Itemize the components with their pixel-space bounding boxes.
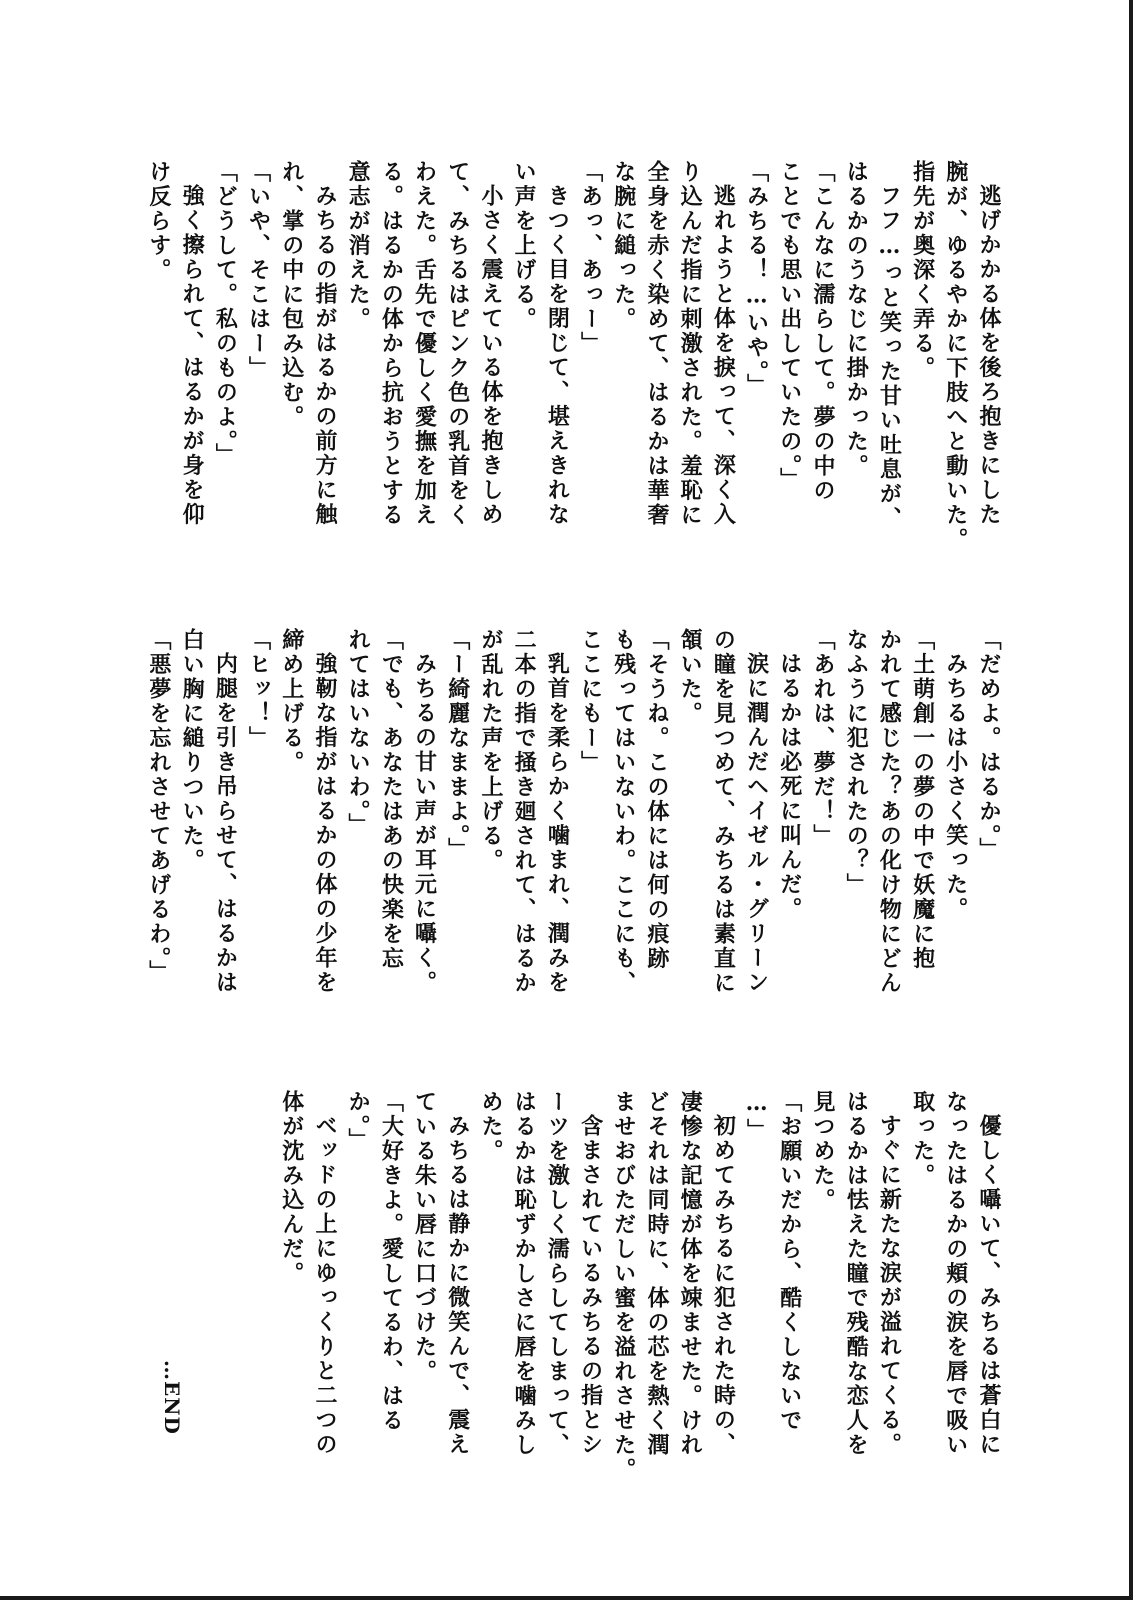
text-line: 「みちる！…いや。」 <box>743 160 770 398</box>
text-line: なったはるかの頬の涙を唇で吸い <box>942 1090 969 1458</box>
text-line: な腕に縋った。 <box>610 160 637 332</box>
text-line: 涙に潤んだヘイゼル・グリーン <box>743 652 770 995</box>
text-line: きつく目を閉じて、堪えきれな <box>544 184 571 527</box>
text-line: わえた。舌先で優しく愛撫を加え <box>411 160 438 528</box>
text-line: フフ…っと笑った甘い吐息が、 <box>876 184 903 531</box>
text-line: 白い胸に縋りついた。 <box>179 628 206 873</box>
text-line: みちるの甘い声が耳元に囁く。 <box>411 652 438 995</box>
text-line: 「悪夢を忘れさせてあげるわ。」 <box>145 628 172 985</box>
text-line: も残ってはいないわ。ここにも、 <box>610 628 637 996</box>
text-line: すぐに新たな涙が溢れてくる。 <box>876 1114 903 1457</box>
text-line: ている朱い唇に口づけた。 <box>411 1090 438 1384</box>
text-block-middle <box>137 628 1005 1040</box>
text-line: 腕が、ゆるやかに下肢へと動いた。 <box>942 160 969 552</box>
text-line: 「ヒッ！」 <box>245 628 272 751</box>
text-line: 強く擦られて、はるかが身を仰 <box>179 184 206 527</box>
text-line: 見つめた。 <box>809 1090 836 1213</box>
end-mark: …END <box>160 1360 184 1435</box>
text-line: て、みちるはピンク色の乳首をく <box>444 160 471 528</box>
text-line: る。はるかの体から抗おうとする <box>378 160 405 528</box>
text-line: 乳首を柔らかく噛まれ、潤みを <box>544 652 571 995</box>
text-line: 「ー綺麗なままよ。」 <box>444 628 471 862</box>
text-line: 初めてみちるに犯された時の、 <box>710 1114 737 1457</box>
text-line: 取った。 <box>909 1090 936 1188</box>
text-line: か。」 <box>345 1090 372 1153</box>
text-line: 「あっ、あっー」 <box>577 160 604 356</box>
text-line: どそれは同時に、体の芯を熱く潤 <box>643 1090 670 1458</box>
text-line: 全身を赤く染めて、はるかは華奢 <box>643 160 670 528</box>
text-line: 締め上げる。 <box>278 628 305 775</box>
text-line: ーツを激しく濡らしてしまって、 <box>544 1090 571 1458</box>
text-line: 指先が奥深く弄る。 <box>909 160 936 381</box>
text-line: ベッドの上にゆっくりと二つの <box>311 1114 338 1457</box>
text-line: 「だめよ。はるか。」 <box>976 628 1002 862</box>
text-line: 逃げかかる体を後ろ抱きにした <box>976 184 1002 527</box>
text-block-top <box>125 160 1005 580</box>
text-line: 「土萌創一の夢の中で妖魔に抱 <box>909 628 936 971</box>
text-line: れ、掌の中に包み込む。 <box>278 160 305 430</box>
text-line: 含まされているみちるの指とシ <box>577 1114 604 1457</box>
text-line: 「でも、あなたはあの快楽を忘 <box>378 628 405 971</box>
text-line: 意志が消えた。 <box>345 160 372 332</box>
text-line: ことでも思い出していたの。」 <box>776 160 803 492</box>
text-line: い声を上げる。 <box>511 160 538 332</box>
text-line: 逃れようと体を捩って、深く入 <box>710 184 737 527</box>
text-line: かれて感じた？あの化け物にどん <box>876 628 903 996</box>
text-line: 「こんなに濡らして。夢の中の <box>809 160 836 503</box>
text-line: みちるは静かに微笑んで、震え <box>444 1114 471 1457</box>
text-line: れてはいないわ。」 <box>345 628 372 838</box>
text-line: 内腿を引き吊らせて、はるかは <box>212 652 239 995</box>
text-line: 「お願いだから、酷くしないで <box>776 1090 803 1433</box>
text-line: 強靭な指がはるかの体の少年を <box>311 652 338 995</box>
text-line: け反らす。 <box>145 160 172 283</box>
text-line: めた。 <box>477 1090 504 1164</box>
text-line: なふうに犯されたの？」 <box>843 628 870 898</box>
text-line: り込んだ指に刺激された。羞恥に <box>677 160 704 528</box>
text-line: …」 <box>743 1090 770 1143</box>
text-line: 「大好きよ。愛してるわ、はる <box>378 1090 405 1433</box>
text-line: 頷いた。 <box>677 628 704 726</box>
text-line: 「そうね。この体には何の痕跡 <box>643 628 670 971</box>
text-line: はるかは恥ずかしさに唇を噛みし <box>511 1090 538 1458</box>
text-line: 「どうして。私のものよ。」 <box>212 160 239 468</box>
text-line: 体が沈み込んだ。 <box>278 1090 305 1286</box>
text-line: が乱れた声を上げる。 <box>477 628 504 873</box>
text-line: 優しく囁いて、みちるは蒼白に <box>976 1114 1002 1457</box>
text-line: みちるの指がはるかの前方に触 <box>311 184 338 527</box>
text-line: はるかのうなじに掛かった。 <box>843 160 870 479</box>
text-line: みちるは小さく笑った。 <box>942 652 969 922</box>
text-line: はるかは必死に叫んだ。 <box>776 652 803 922</box>
text-line: 凄惨な記憶が体を竦ませた。けれ <box>677 1090 704 1458</box>
text-line: 二本の指で掻き廻されて、はるか <box>511 628 538 996</box>
text-line: の瞳を見つめて、みちるは素直に <box>710 628 737 996</box>
text-line: 小さく震えている体を抱きしめ <box>477 184 504 527</box>
text-line: ここにもー」 <box>577 628 604 775</box>
text-line: 「あれは、夢だ！」 <box>809 628 836 849</box>
text-block-bottom <box>125 1090 1005 1520</box>
text-line: ませおびただしい蜜を溢れさせた。 <box>610 1090 637 1482</box>
text-line: はるかは怯えた瞳で残酷な恋人を <box>843 1090 870 1458</box>
text-line: 「いや、そこはー」 <box>245 160 272 381</box>
